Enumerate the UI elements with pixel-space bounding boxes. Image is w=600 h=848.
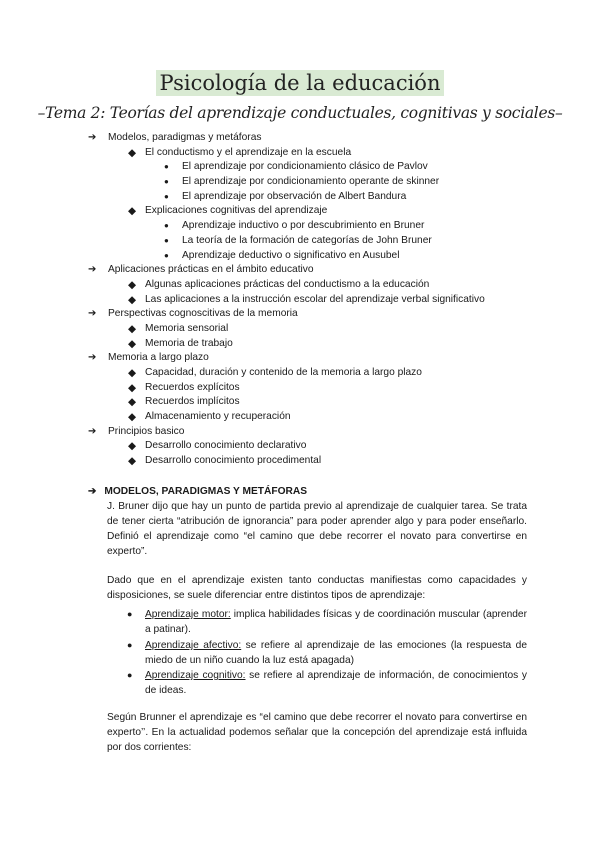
outline-item: ➔ Principios basico xyxy=(0,425,600,440)
outline-item: ◆ Desarrollo conocimiento declarativo xyxy=(128,440,307,453)
outline-item: ◆ Recuerdos explícitos xyxy=(128,381,240,394)
outline-item: ◆ Desarrollo conocimiento procedimental xyxy=(128,455,322,468)
outline-item: ◆ Memoria sensorial xyxy=(128,322,229,335)
arrow-icon: ➔ xyxy=(88,308,97,320)
outline-item: ◆ Memoria de trabajo xyxy=(128,337,233,350)
bullet-icon: ● xyxy=(164,162,169,172)
diamond-icon: ◆ xyxy=(128,396,137,409)
paragraph-learning-types-intro: Dado que en el aprendizaje existen tanto conductas manifiestas como capacidades y disposiciones, se suele diferenciar entre distintos tipos de aprendizaje: xyxy=(107,575,527,601)
outline-item: ◆ Capacidad, duración y contenido de la memoria a largo plazo xyxy=(128,367,422,379)
section-heading: ➔ MODELOS, PARADIGMAS Y METÁFORAS xyxy=(88,486,308,497)
outline-item: ● Aprendizaje inductivo o por descubrimiento en Bruner xyxy=(0,219,600,234)
outline-item: ➔ Aplicaciones prácticas en el ámbito educativo xyxy=(0,263,600,278)
outline-item: ● Aprendizaje deductivo o significativo en Ausubel xyxy=(0,249,600,264)
diamond-icon: ◆ xyxy=(128,411,137,424)
document-title: Psicología de la educación xyxy=(156,70,445,96)
diamond-icon: ◆ xyxy=(128,381,137,394)
learning-type-cognitive: Aprendizaje cognitivo: se refiere al aprendizaje de información, de conocimientos y de ideas. xyxy=(145,670,528,696)
learning-type-motor: Aprendizaje motor: implica habilidades físicas y de coordinación muscular (aprender a patinar). xyxy=(145,609,527,635)
arrow-icon: ➔ xyxy=(88,352,97,364)
outline-item: ● El aprendizaje por observación de Albert Bandura xyxy=(0,190,600,205)
arrow-icon: ➔ xyxy=(88,486,97,497)
diamond-icon: ◆ xyxy=(128,293,137,306)
arrow-icon: ➔ xyxy=(88,425,97,437)
outline-item: ➔ Memoria a largo plazo xyxy=(0,351,600,366)
bullet-icon: ● xyxy=(127,609,133,619)
bullet-icon: ● xyxy=(127,640,133,650)
document-subtitle: –Tema 2: Teorías del aprendizaje conductuales, cognitivas y sociales– xyxy=(37,104,563,122)
outline-item: ◆ El conductismo y el aprendizaje en la escuela xyxy=(128,146,352,159)
arrow-icon: ➔ xyxy=(88,132,97,143)
outline-item: ◆ Almacenamiento y recuperación xyxy=(128,411,291,424)
diamond-icon: ◆ xyxy=(128,322,137,335)
outline-item: ➔ Perspectivas cognoscitivas de la memoria xyxy=(0,307,600,322)
outline-item: ➔ Modelos, paradigmas y metáforas xyxy=(0,131,600,146)
title-block xyxy=(0,70,600,96)
outline-item: ● El aprendizaje por condicionamiento operante de skinner xyxy=(0,175,600,190)
diamond-icon: ◆ xyxy=(128,278,137,291)
diamond-icon: ◆ xyxy=(128,440,137,453)
diamond-icon: ◆ xyxy=(128,337,137,350)
paragraph-bruner-definition: J. Bruner dijo que hay un punto de partida previo al aprendizaje de cualquier tarea. Se trata de tener cierta “atribución de ignorancia” para poder aprender algo y para poder enseñarlo. Definió el aprendizaje como “el camino que debe recorrer el novato para convertirse en experto”. xyxy=(107,501,527,557)
diamond-icon: ◆ xyxy=(128,455,137,468)
arrow-icon: ➔ xyxy=(88,264,97,276)
bullet-icon: ● xyxy=(164,177,169,187)
bullet-icon: ● xyxy=(127,670,133,680)
outline-item: ● El aprendizaje por condicionamiento clásico de Pavlov xyxy=(0,160,600,175)
bullet-icon: ● xyxy=(164,221,169,231)
bullet-icon: ● xyxy=(164,235,169,245)
outline-list xyxy=(0,131,600,469)
outline-item: ◆ Las aplicaciones a la instrucción escolar del aprendizaje verbal significativo xyxy=(128,293,485,306)
diamond-icon: ◆ xyxy=(128,367,137,379)
paragraph-brunner-currents: Según Brunner el aprendizaje es “el camino que debe recorrer el novato para convertirse en experto’’. En la actualidad podemos señalar que la concepción del aprendizaje está influida por dos corrientes: xyxy=(107,712,527,753)
learning-type-affective: Aprendizaje afectivo: se refiere al aprendizaje de las emociones (la respuesta de miedo de un niño cuando la luz está apagada) xyxy=(145,640,527,666)
bullet-icon: ● xyxy=(164,191,169,201)
diamond-icon: ◆ xyxy=(128,205,137,218)
diamond-icon: ◆ xyxy=(128,146,137,159)
outline-item: ◆ Recuerdos implícitos xyxy=(128,396,240,409)
outline-item: ● La teoría de la formación de categorías de John Bruner xyxy=(0,234,600,249)
outline-item: ◆ Explicaciones cognitivas del aprendizaje xyxy=(128,205,328,218)
outline-item: ◆ Algunas aplicaciones prácticas del conductismo a la educación xyxy=(128,278,430,291)
bullet-icon: ● xyxy=(164,250,169,260)
